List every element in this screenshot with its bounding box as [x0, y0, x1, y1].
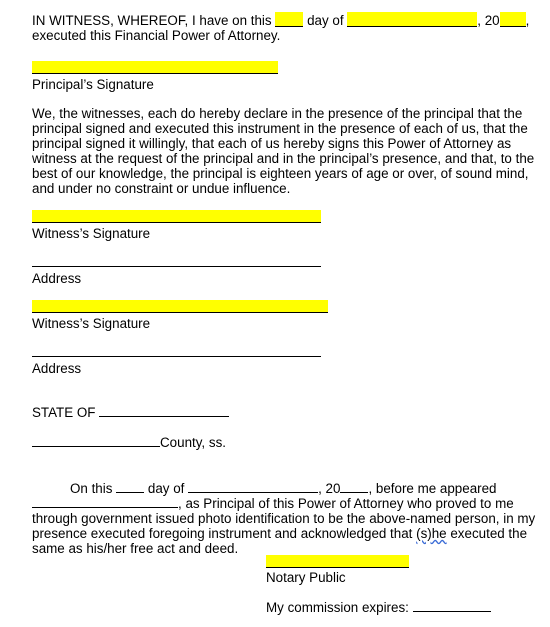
commission-line [266, 600, 491, 615]
on-this-text: On this [70, 481, 113, 496]
witness-date-line [32, 12, 529, 28]
declaration-line: witness at the request of the principal and in the principal’s presence, and that, to the [32, 151, 535, 166]
witness2-address-label: Address [32, 361, 82, 376]
witness1-signature-field[interactable] [32, 210, 321, 223]
declaration-line: principal signed and executed this instrument in the presence of each of us, that the [32, 121, 528, 136]
principal-signature-label: Principal’s Signature [32, 77, 154, 92]
declaration-line: principal signed it willingly, that each of us hereby signs this Power of Attorney as [32, 136, 512, 151]
notary-line-3: through government issued photo identification to be the above-named person, in my [32, 511, 536, 526]
witness-declaration [32, 106, 535, 196]
day-of-text: day of [307, 13, 344, 28]
notary-line-4 [32, 526, 532, 541]
county-field[interactable] [32, 435, 160, 447]
notary-day-of-text: day of [147, 481, 185, 496]
before-me-text: , before me appeared [368, 481, 497, 496]
witness1-signature-label: Witness’s Signature [32, 226, 151, 241]
acknowledged-text: presence executed foregoing instrument and acknowledged that [32, 526, 417, 541]
month-field[interactable] [347, 12, 477, 27]
executed-line: executed this Financial Power of Attorney. [32, 28, 281, 43]
witness2-signature-label: Witness’s Signature [32, 316, 151, 331]
notary-line-5: same as his/her free act and deed. [32, 541, 239, 556]
witness-intro-text: IN WITNESS, WHEREOF, I have on this [32, 13, 272, 28]
county-label: County, ss. [160, 435, 226, 450]
year-prefix-text: , 20 [477, 13, 500, 28]
county-line [32, 435, 226, 450]
notary-day-field[interactable] [116, 481, 144, 493]
notary-acknowledgment [32, 481, 536, 556]
notary-signature-field[interactable] [266, 555, 409, 568]
witness1-address-field[interactable] [32, 266, 321, 267]
witness2-address-field[interactable] [32, 356, 321, 357]
state-field[interactable] [99, 405, 229, 417]
declaration-line: We, the witnesses, each do hereby declare in the presence of the principal that the [32, 106, 523, 121]
executed-the-text: executed the [446, 526, 528, 541]
declaration-line: and under no constraint or undue influence. [32, 181, 291, 196]
notary-line-2 [32, 496, 532, 511]
year-field[interactable] [500, 12, 526, 27]
state-line [32, 405, 229, 420]
comma-text: , [525, 13, 530, 28]
notary-month-field[interactable] [188, 481, 318, 493]
notary-year-prefix: , 20 [318, 481, 341, 496]
as-principal-text: , as Principal of this Power of Attorney who proved to me [178, 496, 514, 511]
notary-line-1 [32, 481, 532, 496]
witness2-signature-field[interactable] [32, 300, 328, 313]
notary-year-field[interactable] [340, 481, 368, 493]
witness1-address-label: Address [32, 271, 82, 286]
principal-signature-field[interactable] [32, 61, 278, 74]
appeared-name-field[interactable] [32, 496, 178, 508]
declaration-line: best of our knowledge, the principal is eighteen years of age or over, of sound mind, [32, 166, 529, 181]
state-label: STATE OF [32, 405, 96, 420]
commission-label: My commission expires: [266, 600, 409, 615]
day-field[interactable] [275, 12, 303, 27]
commission-expires-field[interactable] [413, 600, 491, 612]
notary-public-label: Notary Public [266, 570, 346, 585]
she-he-text: (s)he [416, 526, 447, 541]
